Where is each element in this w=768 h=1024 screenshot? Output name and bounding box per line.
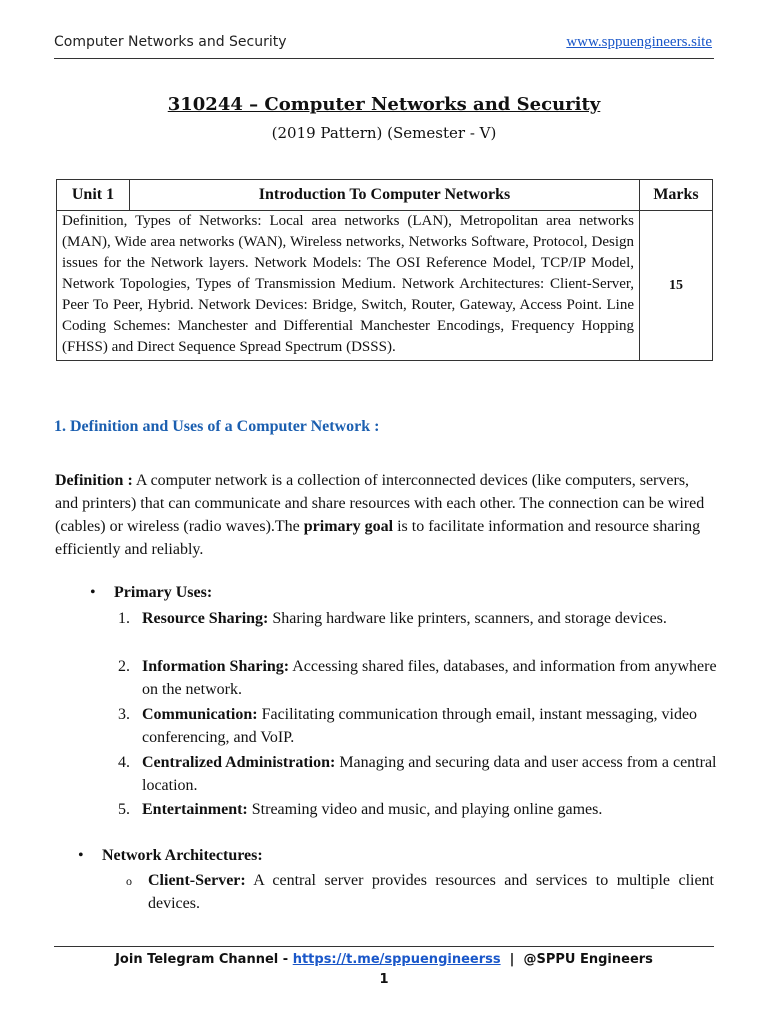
header-website-link[interactable]: www.sppuengineers.site — [566, 34, 712, 50]
bullet-dot: • — [90, 584, 96, 601]
telegram-link[interactable]: https://t.me/sppuengineerss — [292, 952, 501, 967]
unit-header-cell: Unit 1 — [57, 180, 130, 211]
definition-label: Definition : — [55, 472, 133, 489]
definition-paragraph — [55, 469, 715, 561]
header-rule — [54, 58, 714, 59]
sub-bullet-circle: o — [126, 874, 132, 888]
list-item — [118, 607, 718, 630]
syllabus-header-row — [57, 180, 713, 211]
definition-text-part1: A computer network is a collection of interconnected devices (like computers, servers, and printers) that can communicate and share resources with each other. The connection can be wired (cables) or wireless (radio waves).The — [55, 472, 705, 535]
list-text: Facilitating communication through email, instant messaging, video conferencing, and VoIP. — [142, 706, 698, 746]
list-text: Streaming video and music, and playing online games. — [247, 801, 603, 818]
unit-title-header-cell: Introduction To Computer Networks — [130, 180, 640, 211]
list-term: Entertainment: — [142, 801, 248, 818]
list-item — [118, 751, 718, 797]
page-number: 1 — [379, 972, 389, 987]
list-text: Managing and securing data and user access from a central location. — [142, 754, 717, 794]
syllabus-content-row — [57, 211, 713, 361]
list-number: 3. — [118, 706, 130, 723]
list-text: Sharing hardware like printers, scanners, and storage devices. — [268, 610, 667, 627]
footer-rule — [54, 946, 714, 947]
syllabus-topics-cell: Definition, Types of Networks: Local area networks (LAN), Metropolitan area networks (MAN), Wide area networks (WAN), Wireless networks, Networks Software, Protocol, Design issues for the Network layers. Network Models: The OSI Reference Model, TCP/IP Model, Network Topologies, Types of Transmission Medium. Network Architectures: Client-Server, Peer To Peer, Hybrid. Network Devices: Bridge, Switch, Router, Gateway, Access Point. Line Coding Schemes: Manchester and Differential Manchester Encodings, Frequency Hopping (FHSS) and Direct Sequence Spread Spectrum (DSSS). — [57, 211, 640, 361]
list-number: 1. — [118, 610, 130, 627]
footer-prefix: Join Telegram Channel - — [115, 952, 293, 967]
bullet-dot: • — [78, 847, 84, 864]
list-text: Accessing shared files, databases, and information from anywhere on the network. — [142, 658, 717, 698]
footer-handle: @SPPU Engineers — [523, 952, 653, 967]
section-heading: 1. Definition and Uses of a Computer Network : — [54, 418, 380, 435]
footer-separator: | — [500, 952, 524, 967]
marks-header-cell: Marks — [640, 180, 713, 211]
syllabus-table — [56, 179, 713, 361]
footer-line — [0, 952, 768, 967]
list-number: 2. — [118, 658, 130, 675]
list-term: Client-Server: — [148, 872, 246, 889]
definition-text-part2: is to facilitate information and resource sharing efficiently and reliably. — [55, 518, 701, 558]
list-term: Communication: — [142, 706, 258, 723]
definition-bold-term: primary goal — [303, 518, 394, 535]
document-title: 310244 – Computer Networks and Security — [167, 94, 601, 115]
primary-uses-label: Primary Uses: — [114, 584, 213, 601]
list-number: 5. — [118, 801, 130, 818]
list-item — [118, 703, 718, 749]
list-item — [126, 869, 714, 915]
document-subtitle: (2019 Pattern) (Semester - V) — [271, 124, 497, 142]
list-text: A central server provides resources and services to multiple client devices. — [148, 872, 714, 912]
marks-value-cell: 15 — [640, 211, 713, 361]
list-number: 4. — [118, 754, 130, 771]
list-term: Resource Sharing: — [142, 610, 269, 627]
network-architectures-label: Network Architectures: — [102, 847, 263, 864]
list-term: Information Sharing: — [142, 658, 290, 675]
header-left-title: Computer Networks and Security — [54, 34, 287, 50]
list-item — [118, 655, 718, 701]
list-term: Centralized Administration: — [142, 754, 336, 771]
list-item — [118, 798, 718, 821]
